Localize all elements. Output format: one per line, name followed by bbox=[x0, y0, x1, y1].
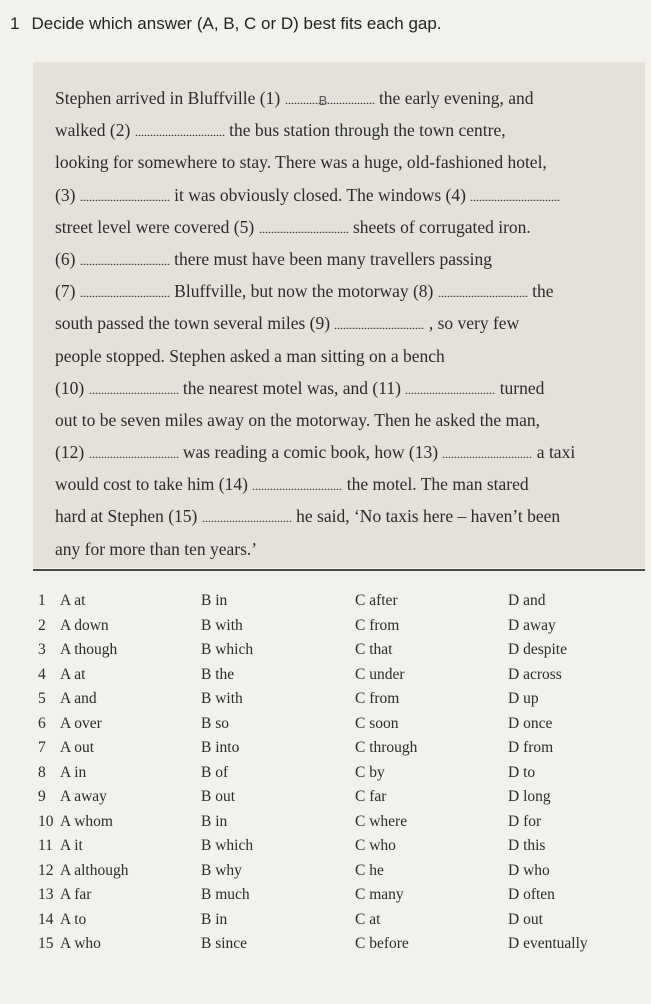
option-c[interactable]: C before bbox=[355, 935, 409, 952]
passage-segment: Bluffville, but now the motorway (8) bbox=[169, 281, 438, 302]
passage-segment: hard at Stephen (15) bbox=[55, 506, 202, 527]
passage-line bbox=[55, 500, 635, 532]
option-d[interactable]: D long bbox=[508, 788, 551, 805]
option-a[interactable]: A away bbox=[60, 788, 107, 805]
option-a[interactable]: A out bbox=[60, 739, 95, 756]
option-b[interactable]: B which bbox=[201, 641, 254, 658]
option-d[interactable]: D across bbox=[508, 665, 562, 683]
option-c[interactable]: C by bbox=[355, 763, 385, 781]
passage-segment: he said, ‘No taxis here – haven’t been bbox=[291, 506, 561, 527]
passage-segment: out to be seven miles away on the motorway. Then he asked the man, bbox=[55, 409, 541, 430]
passage-line bbox=[55, 179, 635, 211]
option-a[interactable]: A and bbox=[60, 690, 97, 707]
answer-gap-4[interactable] bbox=[470, 187, 560, 201]
option-row bbox=[38, 837, 638, 862]
option-row bbox=[38, 862, 638, 887]
option-b[interactable]: B why bbox=[201, 861, 242, 879]
answer-gap-14[interactable] bbox=[252, 476, 342, 490]
answer-gap-2[interactable] bbox=[135, 122, 225, 136]
passage-text bbox=[55, 82, 635, 565]
answer-gap-6[interactable] bbox=[80, 251, 170, 265]
passage-segment: sheets of corrugated iron. bbox=[348, 216, 531, 237]
passage-segment: there must have been many travellers passing bbox=[169, 248, 492, 269]
passage-line bbox=[55, 114, 635, 146]
option-b[interactable]: B into bbox=[201, 739, 240, 756]
option-d[interactable]: D and bbox=[508, 592, 546, 609]
answer-gap-12[interactable] bbox=[89, 444, 179, 458]
passage-segment: Stephen arrived in Bluffville (1) bbox=[55, 88, 285, 108]
option-a[interactable]: A over bbox=[60, 714, 102, 732]
option-row bbox=[38, 886, 638, 911]
option-a[interactable]: A who bbox=[60, 935, 101, 952]
option-number: 5 bbox=[38, 690, 46, 707]
passage-segment: the motel. The man stared bbox=[342, 474, 529, 495]
passage-segment: the early evening, and bbox=[374, 88, 534, 108]
option-d[interactable]: D eventually bbox=[508, 935, 588, 952]
option-d[interactable]: D despite bbox=[508, 641, 567, 658]
handwritten-answer: B bbox=[318, 93, 328, 108]
option-b[interactable]: B since bbox=[201, 935, 248, 952]
passage-segment: was reading a comic book, how (13) bbox=[178, 442, 443, 463]
option-a[interactable]: A down bbox=[60, 616, 109, 634]
option-number: 1 bbox=[38, 592, 46, 609]
option-c[interactable]: C after bbox=[355, 592, 398, 609]
option-a[interactable]: A in bbox=[60, 763, 87, 781]
passage-segment: a taxi bbox=[532, 442, 576, 463]
passage-line bbox=[55, 82, 635, 114]
answer-gap-1[interactable] bbox=[285, 90, 375, 108]
answer-gap-15[interactable] bbox=[202, 508, 292, 522]
passage-segment: would cost to take him (14) bbox=[55, 474, 253, 495]
option-d[interactable]: D often bbox=[508, 886, 555, 903]
option-b[interactable]: B the bbox=[201, 665, 235, 683]
exercise-number: 1 bbox=[10, 14, 20, 33]
option-b[interactable]: B in bbox=[201, 812, 228, 830]
passage-line bbox=[55, 307, 635, 339]
passage-segment: the bus station through the town centre, bbox=[224, 120, 506, 141]
passage-segment: people stopped. Stephen asked a man sitting on a bench bbox=[55, 345, 445, 366]
option-number: 3 bbox=[38, 641, 46, 658]
option-b[interactable]: B so bbox=[201, 714, 229, 732]
option-a[interactable]: A far bbox=[60, 886, 92, 903]
passage-segment: south passed the town several miles (9) bbox=[55, 313, 335, 334]
option-d[interactable]: D from bbox=[508, 739, 554, 756]
option-row bbox=[38, 666, 638, 691]
option-number: 12 bbox=[38, 861, 54, 879]
option-c[interactable]: C soon bbox=[355, 714, 399, 732]
option-c[interactable]: C many bbox=[355, 886, 404, 903]
option-row bbox=[38, 715, 638, 740]
passage-segment: any for more than ten years.’ bbox=[55, 538, 258, 559]
option-number: 4 bbox=[38, 665, 46, 683]
option-number: 2 bbox=[38, 616, 46, 634]
option-b[interactable]: B of bbox=[201, 763, 229, 781]
answer-gap-8[interactable] bbox=[438, 283, 528, 297]
answer-gap-9[interactable] bbox=[334, 315, 424, 329]
option-b[interactable]: B in bbox=[201, 592, 228, 609]
answer-gap-5[interactable] bbox=[259, 219, 349, 233]
option-row bbox=[38, 764, 638, 789]
passage-segment: the bbox=[527, 281, 554, 302]
option-row bbox=[38, 617, 638, 642]
option-number: 11 bbox=[38, 837, 53, 854]
passage-segment: (7) bbox=[55, 281, 80, 302]
instruction-text: Decide which answer (A, B, C or D) best fits each gap. bbox=[31, 14, 442, 33]
option-c[interactable]: C at bbox=[355, 910, 381, 928]
passage-segment: (12) bbox=[55, 442, 89, 463]
passage-segment: (3) bbox=[55, 184, 80, 205]
option-c[interactable]: C he bbox=[355, 861, 384, 879]
option-a[interactable]: A at bbox=[60, 592, 86, 609]
option-d[interactable]: D out bbox=[508, 910, 543, 928]
option-a[interactable]: A whom bbox=[60, 812, 113, 830]
option-d[interactable]: D up bbox=[508, 690, 539, 707]
passage-line bbox=[55, 372, 635, 404]
option-c[interactable]: C under bbox=[355, 665, 405, 683]
passage-segment: looking for somewhere to stay. There was a huge, old-fashioned hotel, bbox=[55, 152, 547, 173]
answer-gap-10[interactable] bbox=[89, 380, 179, 394]
option-number: 9 bbox=[38, 788, 46, 805]
option-b[interactable]: B in bbox=[201, 910, 228, 928]
option-row bbox=[38, 935, 638, 960]
option-d[interactable]: D who bbox=[508, 861, 550, 879]
option-number: 7 bbox=[38, 739, 46, 756]
answer-gap-3[interactable] bbox=[80, 187, 170, 201]
answer-gap-7[interactable] bbox=[80, 283, 170, 297]
option-number: 10 bbox=[38, 812, 54, 830]
passage-line bbox=[55, 533, 635, 565]
option-row bbox=[38, 813, 638, 838]
option-row bbox=[38, 788, 638, 813]
passage-segment: it was obviously closed. The windows (4) bbox=[169, 184, 471, 205]
option-a[interactable]: A to bbox=[60, 910, 87, 928]
option-a[interactable]: A though bbox=[60, 641, 118, 658]
divider-rule bbox=[33, 569, 645, 571]
option-c[interactable]: C that bbox=[355, 641, 393, 658]
passage-line bbox=[55, 211, 635, 243]
option-number: 13 bbox=[38, 886, 54, 903]
passage-line bbox=[55, 146, 635, 178]
option-b[interactable]: B with bbox=[201, 616, 243, 634]
option-row bbox=[38, 911, 638, 936]
passage-segment: street level were covered (5) bbox=[55, 216, 259, 237]
option-c[interactable]: C where bbox=[355, 812, 408, 830]
option-b[interactable]: B much bbox=[201, 886, 250, 903]
exercise-instruction bbox=[10, 14, 442, 34]
option-number: 6 bbox=[38, 714, 46, 732]
option-d[interactable]: D for bbox=[508, 812, 542, 830]
passage-segment: (10) bbox=[55, 377, 89, 398]
passage-segment: (6) bbox=[55, 248, 80, 269]
passage-segment: the nearest motel was, and (11) bbox=[178, 377, 406, 398]
option-a[interactable]: A at bbox=[60, 665, 86, 683]
passage-line bbox=[55, 340, 635, 372]
option-row bbox=[38, 641, 638, 666]
option-number: 15 bbox=[38, 935, 54, 952]
option-d[interactable]: D away bbox=[508, 616, 556, 634]
passage-line bbox=[55, 243, 635, 275]
option-c[interactable]: C who bbox=[355, 837, 396, 854]
answer-options-list bbox=[38, 592, 638, 960]
option-c[interactable]: C from bbox=[355, 690, 400, 707]
option-a[interactable]: A although bbox=[60, 861, 129, 879]
option-c[interactable]: C through bbox=[355, 739, 418, 756]
passage-line bbox=[55, 468, 635, 500]
passage-line bbox=[55, 404, 635, 436]
option-c[interactable]: C far bbox=[355, 788, 387, 805]
option-a[interactable]: A it bbox=[60, 837, 83, 854]
passage-line bbox=[55, 275, 635, 307]
option-b[interactable]: B with bbox=[201, 690, 243, 707]
passage-segment: walked (2) bbox=[55, 120, 135, 141]
answer-gap-13[interactable] bbox=[442, 444, 532, 458]
option-c[interactable]: C from bbox=[355, 616, 400, 634]
option-row bbox=[38, 690, 638, 715]
option-d[interactable]: D once bbox=[508, 714, 553, 732]
option-d[interactable]: D to bbox=[508, 763, 536, 781]
option-b[interactable]: B out bbox=[201, 788, 236, 805]
option-row bbox=[38, 739, 638, 764]
passage-segment: turned bbox=[495, 377, 545, 398]
passage-line bbox=[55, 436, 635, 468]
option-b[interactable]: B which bbox=[201, 837, 254, 854]
option-row bbox=[38, 592, 638, 617]
option-d[interactable]: D this bbox=[508, 837, 546, 854]
option-number: 14 bbox=[38, 910, 54, 928]
option-number: 8 bbox=[38, 763, 46, 781]
passage-segment: , so very few bbox=[424, 313, 520, 334]
answer-gap-11[interactable] bbox=[405, 380, 495, 394]
